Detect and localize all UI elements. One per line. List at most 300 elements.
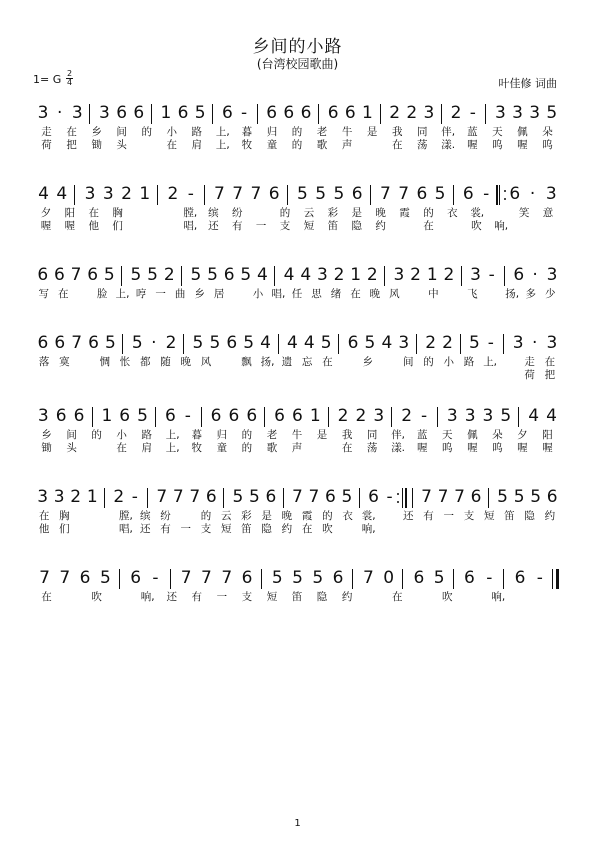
lyric-word: 吹 (91, 591, 102, 603)
note: 6 (332, 568, 344, 588)
note: 5 (243, 333, 255, 353)
note: 6 (462, 184, 474, 204)
barline (92, 407, 93, 427)
note: 6 (274, 406, 285, 426)
lyric-word: 寞 (59, 356, 70, 368)
lyric-word: 隐 (316, 591, 328, 603)
barline (384, 266, 385, 286)
lyric-word: 的 (241, 429, 253, 441)
barline (402, 569, 403, 589)
note: 3 (37, 406, 49, 426)
note: 5 (341, 487, 353, 507)
note: 6 (37, 333, 49, 353)
barline (412, 488, 413, 508)
note: 5 (364, 333, 376, 353)
lyric-word: 在 (166, 139, 177, 151)
lyric-word: 吹 (471, 220, 482, 232)
note: 4 (303, 333, 315, 353)
lyric-word: 牛 (341, 126, 353, 138)
lyric-word: 晚 (375, 207, 386, 219)
note: 5 (147, 265, 158, 285)
note: 2 (165, 333, 177, 353)
note: 6 (351, 184, 363, 204)
lyric-word: 喔 (542, 442, 553, 454)
lyric-word: 写 (38, 288, 49, 300)
note: 5 (99, 568, 111, 588)
notation-row (34, 403, 560, 429)
lyric-word: 漾. (391, 442, 406, 454)
note: - (241, 103, 248, 123)
lyric-word: 胸 (59, 510, 70, 522)
lyric-word: 膛, (119, 510, 133, 522)
lyric-word: 纷 (231, 207, 243, 219)
note: 2 (406, 103, 418, 123)
note: 2 (401, 406, 413, 426)
note: - (536, 568, 543, 588)
barline (204, 185, 205, 205)
note: 3 (482, 406, 494, 426)
note: 5 (105, 333, 116, 353)
note: 3 (423, 103, 435, 123)
lyric-word: 衣 (342, 510, 353, 522)
lyric-word: 歌 (316, 139, 328, 151)
note: 3 (53, 487, 65, 507)
barline (461, 266, 462, 286)
note: 7 (39, 568, 50, 588)
note: 3 (102, 184, 114, 204)
note: 2 (389, 103, 401, 123)
lyric-word: 约 (375, 220, 386, 232)
lyric-word: 一 (255, 220, 267, 232)
note: - (187, 184, 194, 204)
repeat-dot (397, 501, 399, 503)
barline (122, 334, 123, 354)
lyric-word: 扬, (505, 288, 520, 300)
lyric-word: 居 (213, 288, 225, 300)
lyric-word: 呜 (492, 442, 503, 454)
lyric-word: 归 (266, 126, 278, 138)
lyric-word: 喔 (517, 139, 528, 151)
lyric-word: 有 (160, 523, 171, 535)
barline (460, 334, 461, 354)
barline-repeat (496, 185, 498, 205)
barline (453, 569, 454, 589)
lyric-word: 把 (544, 369, 556, 381)
lyric-word: 在 (301, 523, 313, 535)
note: 0 (383, 568, 395, 588)
lyric-word: 笛 (327, 220, 339, 232)
note: 5 (312, 568, 324, 588)
lyric-word: 上, (115, 288, 130, 300)
note: 2 (410, 265, 421, 285)
lyric-row (34, 523, 560, 536)
lyric-word: 把 (66, 139, 77, 151)
lyric-word: 牛 (291, 429, 303, 441)
lyric-word: 上, (215, 126, 230, 138)
lyric-word: 喔 (467, 442, 478, 454)
lyric-word: 短 (483, 510, 495, 522)
lyric-word: 约 (281, 523, 293, 535)
note: 7 (189, 487, 201, 507)
lyric-word: 在 (57, 288, 69, 300)
note: 5 (192, 333, 204, 353)
lyric-word: 蓝 (467, 126, 478, 138)
note: - (487, 333, 494, 353)
lyric-word: 吹 (322, 523, 333, 535)
lyric-word: 头 (116, 139, 127, 151)
note: 6 (268, 184, 280, 204)
lyric-word: 喔 (64, 220, 76, 232)
lyric-word: 的 (291, 126, 303, 138)
lyric-word: 少 (545, 288, 556, 300)
lyric-row (34, 442, 560, 455)
note: 7 (180, 568, 192, 588)
note: 2 (121, 184, 132, 204)
repeat-dot (504, 198, 506, 200)
note: 6 (37, 265, 49, 285)
barline-thin (552, 569, 553, 589)
note: 2 (337, 406, 349, 426)
note: 7 (437, 487, 449, 507)
lyric-word: 声 (291, 442, 303, 454)
lyric-word: 晚 (281, 510, 293, 522)
note: 6 (514, 568, 526, 588)
note: 4 (546, 406, 557, 426)
note: 7 (172, 487, 184, 507)
note: 1 (309, 406, 321, 426)
note: 2 (442, 333, 453, 353)
lyric-word: 云 (303, 207, 315, 219)
lyric-word: 乡 (41, 429, 52, 441)
lyric-word: 是 (351, 207, 363, 219)
lyric-word: 约 (544, 510, 556, 522)
lyric-word: 支 (279, 220, 291, 232)
barline (504, 266, 505, 286)
note: - (420, 406, 428, 426)
lyric-word: 在 (41, 591, 52, 603)
lyric-word: 绪 (330, 288, 342, 300)
note: 1 (362, 103, 373, 123)
barline (212, 104, 213, 124)
song-subtitle: (台湾校园歌曲) (256, 57, 339, 71)
lyric-word: 他 (38, 523, 50, 535)
note: 5 (207, 265, 218, 285)
lyric-word: 胸 (112, 207, 123, 219)
lyric-word: 哼 (135, 288, 147, 300)
note: 5 (292, 568, 303, 588)
barline (201, 407, 202, 427)
lyric-word: 响, (140, 591, 155, 603)
note: 6 (133, 103, 145, 123)
note: 5 (194, 103, 206, 123)
lyric-word: 的 (291, 139, 303, 151)
lyric-word: 荷 (524, 369, 535, 381)
lyric-word: 还 (403, 510, 414, 522)
meter-top: 2 (66, 69, 73, 78)
note: 3 (470, 265, 481, 285)
lyric-word: 小 (252, 288, 264, 300)
lyric-row (34, 356, 560, 369)
staff-line (34, 181, 560, 233)
note: 1 (160, 103, 172, 123)
note: 4 (260, 333, 271, 353)
lyric-word: 朵 (492, 429, 503, 441)
barline (274, 266, 275, 286)
barline (352, 569, 353, 589)
lyric-word: 声 (341, 139, 353, 151)
note: 6 (283, 103, 295, 123)
lyric-word: 约 (341, 591, 353, 603)
note: 6 (300, 103, 312, 123)
note: - (486, 568, 493, 588)
note: 1 (86, 487, 98, 507)
barline (121, 266, 122, 286)
note: 7 (292, 487, 303, 507)
barline (359, 488, 360, 508)
lyric-word: 伴, (441, 126, 456, 138)
lyric-word: 晚 (369, 288, 381, 300)
lyric-word: 童 (266, 139, 278, 151)
lyric-word: 在 (544, 356, 556, 368)
barline (391, 407, 392, 427)
barline (556, 569, 559, 589)
note: - (488, 265, 495, 285)
lyric-word: 唱, (271, 288, 286, 300)
barline (441, 104, 442, 124)
note: 7 (70, 265, 82, 285)
lyric-word: 夕 (40, 207, 52, 219)
note: 7 (59, 568, 71, 588)
barline (147, 488, 148, 508)
lyric-word: 的 (279, 207, 291, 219)
note: 6 (513, 265, 525, 285)
lyric-word: 响, (494, 220, 509, 232)
lyric-word: 锄 (91, 139, 102, 151)
barline (402, 488, 403, 508)
lyric-word: 短 (303, 220, 315, 232)
note: · (529, 184, 536, 204)
time-signature (66, 70, 73, 87)
lyric-word: 思 (311, 288, 322, 300)
staff-line (34, 262, 560, 301)
note: 2 (355, 406, 367, 426)
barline (338, 334, 339, 354)
barline (181, 266, 182, 286)
composer-credit: 叶佳修 词曲 (498, 77, 557, 90)
barline (278, 334, 279, 354)
barline (283, 488, 284, 508)
note: 6 (325, 487, 336, 507)
note: 5 (433, 568, 445, 588)
note: 3 (99, 103, 110, 123)
lyric-word: 忘 (301, 356, 313, 368)
note: 4 (287, 333, 298, 353)
note: 6 (464, 568, 475, 588)
lyric-word: 飘 (241, 356, 252, 368)
song-title: 乡间的小路 (252, 37, 343, 57)
lyric-word: 老 (266, 429, 278, 441)
lyric-word: 还 (208, 220, 219, 232)
note: 6 (79, 568, 91, 588)
barline (437, 407, 438, 427)
lyric-word: 是 (366, 126, 378, 138)
lyric-word: 在 (391, 139, 403, 151)
note: 5 (530, 487, 542, 507)
lyric-word: 荷 (41, 139, 52, 151)
note: 5 (271, 568, 283, 588)
note: 6 (164, 406, 176, 426)
note: 4 (283, 265, 295, 285)
repeat-dot (397, 493, 399, 495)
barline (499, 185, 500, 205)
note: 2 (167, 184, 179, 204)
lyric-row (34, 591, 560, 604)
lyric-word: 阳 (542, 429, 553, 441)
note: 4 (300, 265, 312, 285)
note: 5 (131, 333, 143, 353)
lyric-word: 间 (116, 126, 127, 138)
notation-row (34, 181, 560, 207)
lyric-row (34, 207, 560, 220)
lyric-word: 扬, (260, 356, 275, 368)
lyric-word: 锄 (41, 442, 52, 454)
barline (264, 407, 265, 427)
barline (119, 569, 120, 589)
note: 6 (87, 265, 99, 285)
note: 6 (265, 487, 277, 507)
lyric-row (34, 126, 560, 139)
lyric-word: 隐 (524, 510, 535, 522)
barline (518, 407, 519, 427)
barline (223, 488, 224, 508)
lyric-word: 们 (59, 523, 70, 535)
lyric-word: 晚 (180, 356, 191, 368)
meter-bottom: 4 (66, 78, 73, 87)
lyric-word: 荡 (416, 139, 428, 151)
lyric-word: 喔 (40, 220, 52, 232)
lyric-word: 佩 (517, 126, 528, 138)
lyric-word: 云 (220, 510, 232, 522)
lyric-word: 的 (200, 510, 212, 522)
lyric-word: 唱, (119, 523, 133, 535)
note: 7 (201, 568, 212, 588)
note: 7 (250, 184, 262, 204)
lyric-word: 归 (216, 429, 228, 441)
note: 4 (257, 265, 268, 285)
lyric-row (34, 369, 560, 382)
lyric-word: 脸 (96, 288, 108, 300)
lyric-row (34, 429, 560, 442)
note: 6 (119, 406, 131, 426)
lyric-word: 路 (191, 126, 203, 138)
note: 7 (221, 568, 233, 588)
note: 6 (416, 184, 428, 204)
note: 3 (512, 333, 524, 353)
note: 3 (37, 103, 49, 123)
note: 6 (54, 333, 66, 353)
lyric-word: 在 (322, 356, 333, 368)
lyric-word: 裳, (361, 510, 376, 522)
note: 3 (316, 265, 328, 285)
lyric-word: 喔 (416, 442, 428, 454)
note: - (469, 103, 476, 123)
note: 6 (210, 406, 222, 426)
note: 5 (333, 184, 345, 204)
lyric-word: 他 (88, 220, 100, 232)
barline (503, 569, 504, 589)
lyric-word: 老 (316, 126, 328, 138)
note: - (483, 184, 490, 204)
barline (488, 488, 489, 508)
lyric-word: 走 (524, 356, 535, 368)
note: 2 (113, 487, 125, 507)
lyric-word: 彩 (327, 207, 339, 219)
note: 6 (266, 103, 278, 123)
note: 1 (426, 265, 438, 285)
note: - (131, 487, 138, 507)
note: 5 (469, 333, 480, 353)
barline (370, 185, 371, 205)
lyric-word: 呜 (492, 139, 503, 151)
lyric-word: 意 (542, 207, 554, 219)
note: 3 (546, 333, 558, 353)
lyric-word: 任 (291, 288, 303, 300)
note: 1 (101, 406, 113, 426)
lyric-word: 们 (112, 220, 123, 232)
barline (155, 407, 156, 427)
note: 5 (137, 406, 148, 426)
note: 2 (333, 265, 345, 285)
note: 7 (156, 487, 168, 507)
lyric-word: 一 (216, 591, 228, 603)
note: 6 (413, 568, 425, 588)
key-signature: 1= G (33, 73, 62, 86)
note: 6 (344, 103, 356, 123)
notation-row (34, 330, 560, 356)
note: 4 (38, 184, 49, 204)
note: 6 (55, 406, 67, 426)
lyric-word: 乡 (91, 126, 102, 138)
lyric-word: 支 (463, 510, 475, 522)
note: 3 (37, 487, 49, 507)
note: 3 (464, 406, 476, 426)
lyric-word: 在 (66, 126, 77, 138)
lyric-word: 曲 (174, 288, 186, 300)
lyric-word: 上, (165, 442, 180, 454)
lyric-word: 朵 (542, 126, 553, 138)
lyric-word: 缤 (140, 510, 151, 522)
note: 6 (546, 487, 558, 507)
note: 5 (513, 487, 525, 507)
lyric-word: 还 (140, 523, 151, 535)
lyric-word: 牧 (191, 442, 203, 454)
note: 3 (84, 184, 96, 204)
note: 1 (139, 184, 151, 204)
barline-repeat (405, 488, 407, 508)
lyric-word: 有 (191, 591, 203, 603)
note: 7 (232, 184, 244, 204)
note: 4 (56, 184, 68, 204)
lyric-word: 我 (391, 126, 403, 138)
lyric-word: 在 (423, 220, 434, 232)
lyric-word: 的 (91, 429, 102, 441)
note: 2 (70, 487, 82, 507)
lyric-word: 走 (41, 126, 52, 138)
lyric-word: 在 (88, 207, 100, 219)
note: 3 (446, 406, 458, 426)
note: - (152, 568, 159, 588)
lyric-word: 蓝 (416, 429, 428, 441)
